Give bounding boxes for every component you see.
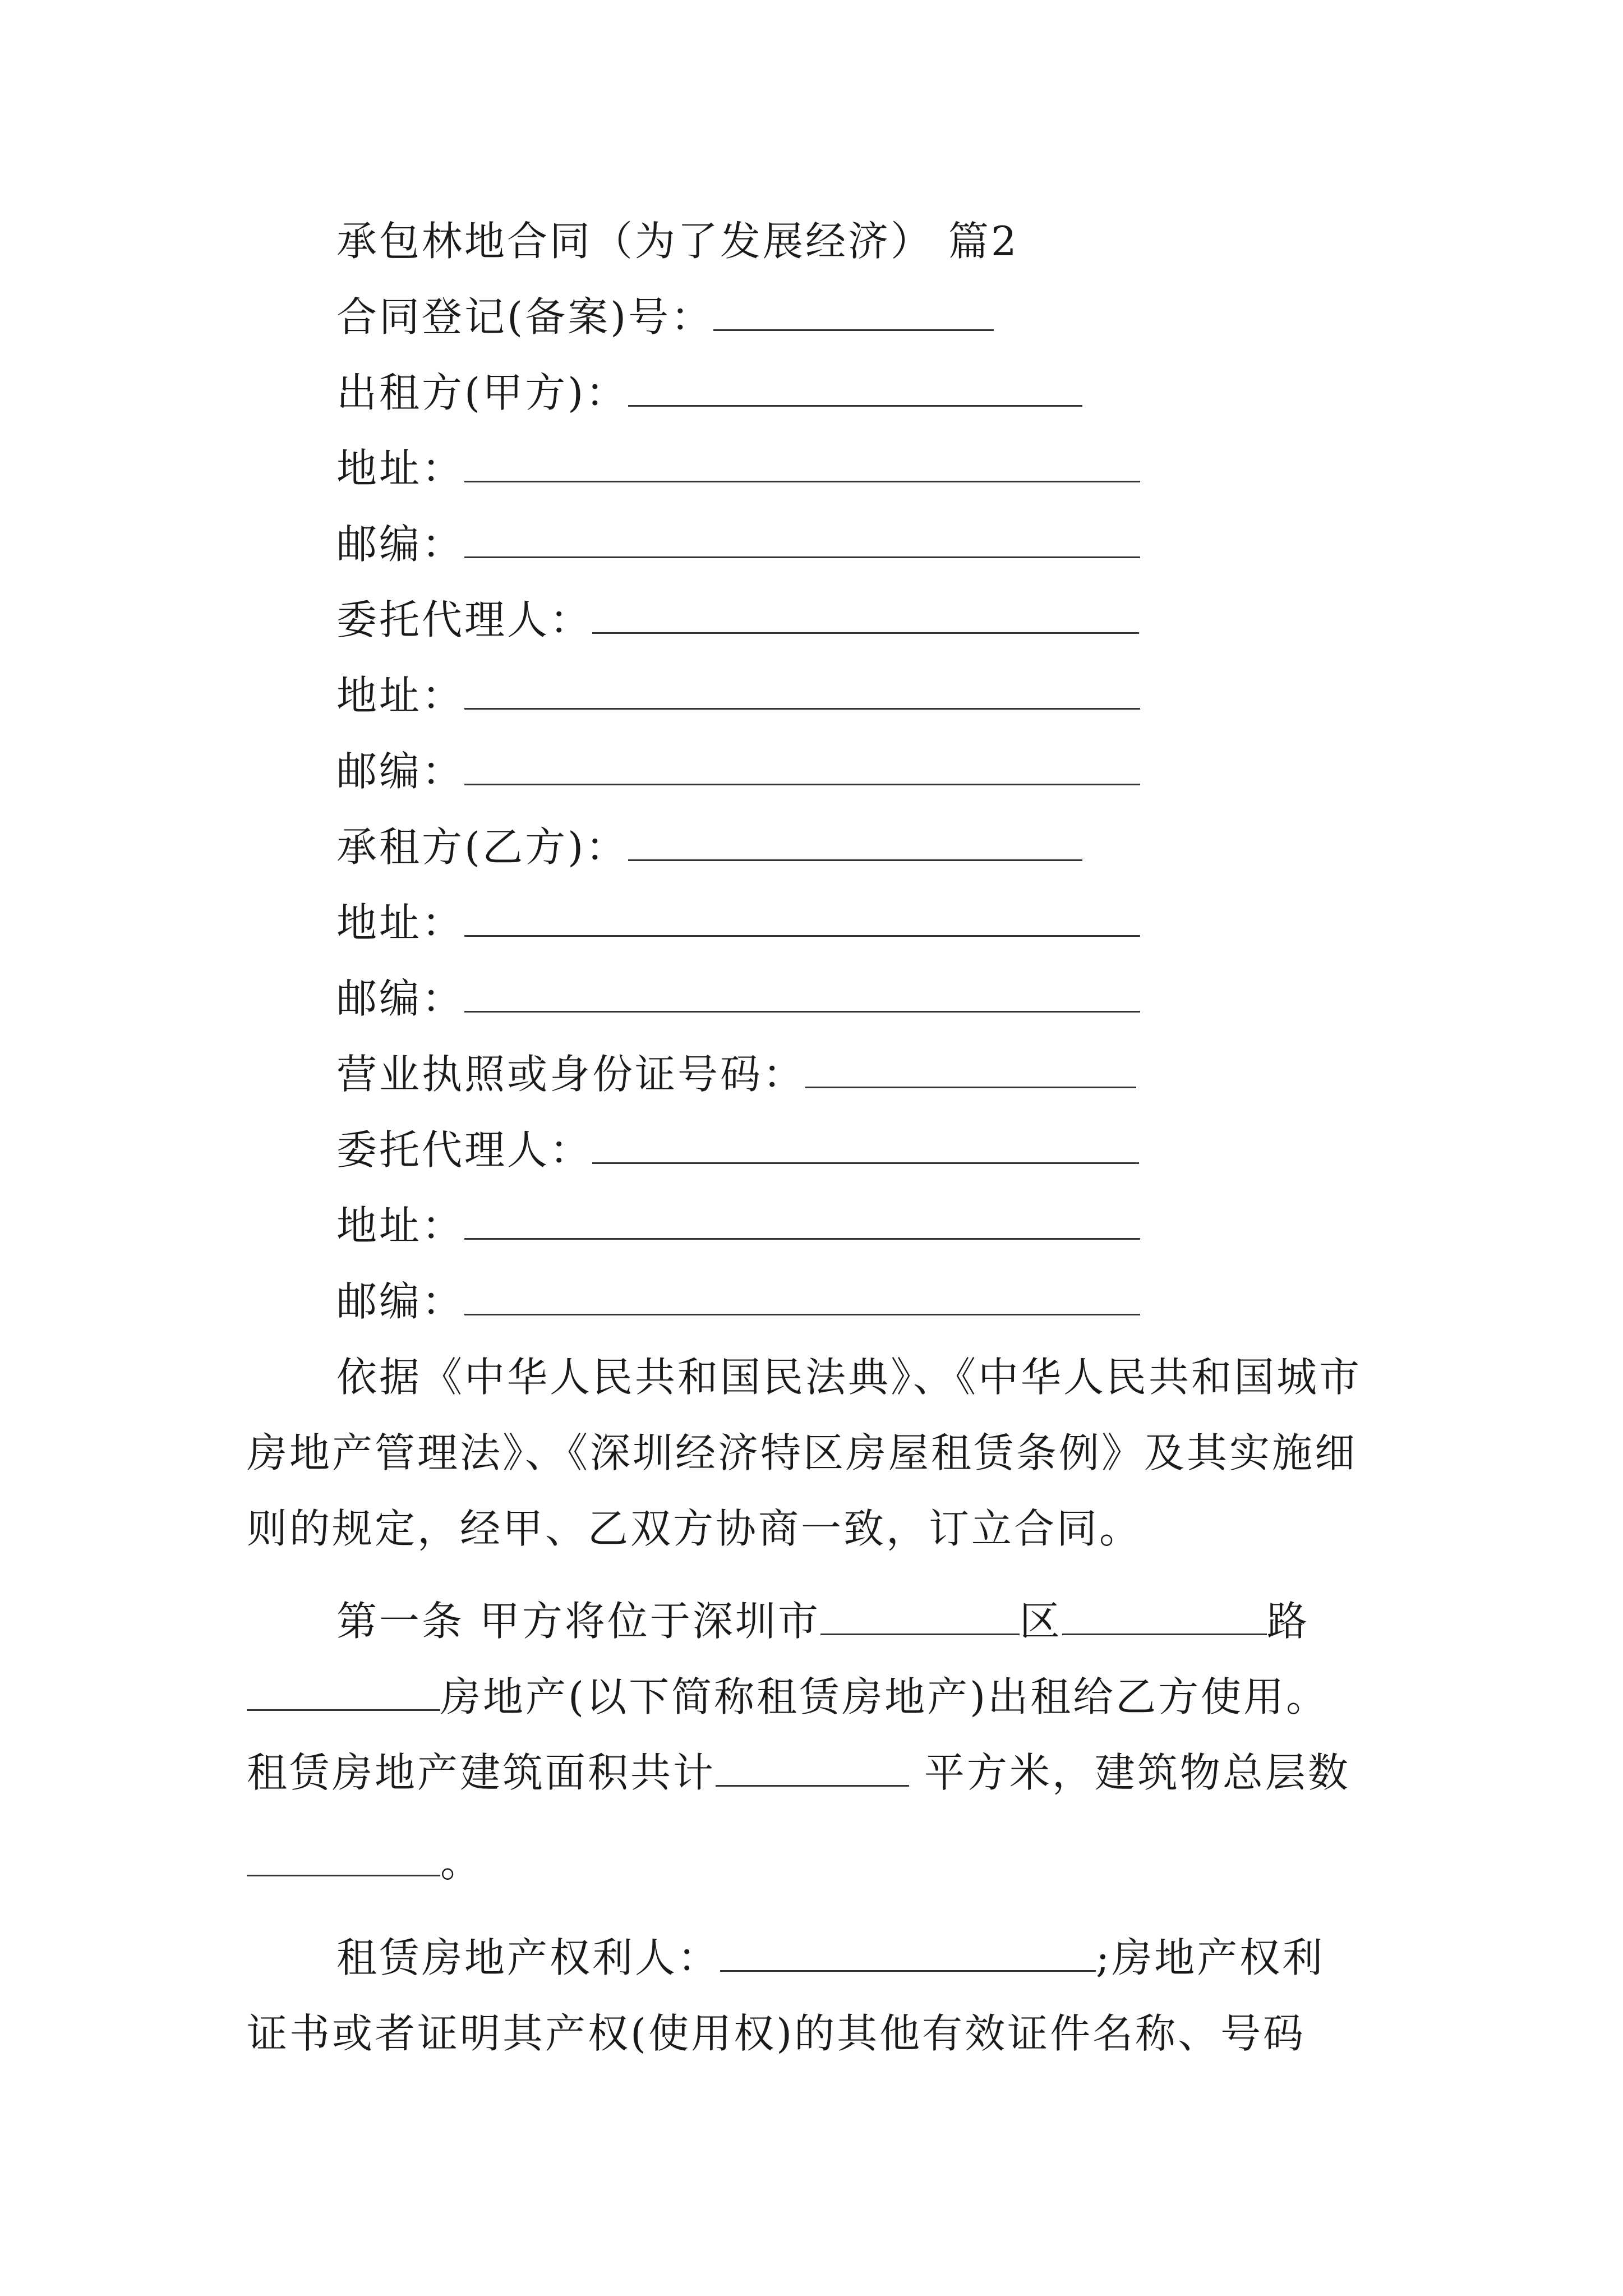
lessee-address-field (336, 895, 1140, 951)
basis-paragraph-line-2: 房地产管理法》、《深圳经济特区房屋租赁条例》及其实施细 (247, 1429, 1358, 1476)
basis-paragraph-line-1: 依据《中华人民共和国民法典》、《中华人民共和国城市 (336, 1354, 1362, 1401)
blank-line (247, 1841, 440, 1876)
blank-line (464, 523, 1140, 558)
blank-line (716, 1751, 909, 1787)
field-label: 委托代理人： (336, 596, 593, 643)
field-label: 出租方(甲方)： (336, 369, 629, 416)
field-label: 邮编： (336, 748, 465, 795)
blank-line (464, 674, 1140, 710)
lessee-agent-address-field (336, 1198, 1140, 1254)
blank-line (805, 1053, 1136, 1088)
field-label: 营业执照或身份证号码： (336, 1051, 806, 1098)
lessee-field (336, 819, 1082, 875)
blank-line (1062, 1600, 1267, 1635)
basis-paragraph-line-3: 则的规定，经甲、乙双方协商一致，订立合同。 (247, 1505, 1142, 1552)
blank-line (628, 826, 1082, 861)
lessee-agent-postcode-field (336, 1273, 1140, 1329)
lessor-agent-field (336, 592, 1139, 648)
blank-line (464, 750, 1140, 785)
blank-line (247, 1676, 440, 1711)
owner-paragraph-line-2: 证书或者证明其产权(使用权)的其他有效证件名称、号码 (247, 2010, 1306, 2057)
blank-line (464, 977, 1140, 1013)
field-label: 地址： (336, 672, 465, 719)
lessor-address-field (336, 440, 1140, 496)
registration-number-field (336, 289, 994, 345)
blank-line (464, 901, 1140, 937)
blank-line (592, 599, 1139, 634)
blank-line (592, 1129, 1139, 1164)
field-label: 委托代理人： (336, 1126, 593, 1174)
blank-line (628, 371, 1082, 407)
article-1-line-3: 租赁房地产建筑面积共计 平方米，建筑物总层数 (247, 1749, 1350, 1796)
lessor-agent-postcode-field (336, 743, 1140, 799)
blank-line (720, 1936, 1096, 1972)
owner-paragraph-line-1: 租赁房地产权利人： ;房地产权利 (336, 1934, 1325, 1981)
blank-line (464, 447, 1140, 482)
blank-line (464, 1280, 1140, 1315)
article-1-line-2: 房地产(以下简称租赁房地产)出租给乙方使用。 (247, 1669, 1329, 1725)
field-label: 地址： (336, 1202, 465, 1249)
field-label: 邮编： (336, 521, 465, 568)
field-label: 邮编： (336, 975, 465, 1022)
field-label: 邮编： (336, 1278, 465, 1325)
article-1-line-4: 。 (247, 1834, 483, 1890)
field-label: 承租方(乙方)： (336, 823, 629, 871)
field-label: 合同登记(备案)号： (336, 293, 714, 341)
lessee-agent-field (336, 1122, 1139, 1178)
field-label: 地址： (336, 899, 465, 946)
lessor-field (336, 365, 1082, 421)
blank-line (713, 296, 994, 331)
lessee-postcode-field (336, 970, 1140, 1027)
blank-line (464, 1204, 1140, 1240)
article-1-line-1: 第一条 甲方将位于深圳市 区 路 (336, 1598, 1310, 1645)
field-label: 地址： (336, 445, 465, 492)
lessor-postcode-field (336, 516, 1140, 572)
page-title: 承包林地合同（为了发展经济） 篇2 (336, 218, 1019, 265)
license-id-field (336, 1046, 1136, 1102)
blank-line (820, 1600, 1020, 1635)
lessor-agent-address-field (336, 668, 1140, 724)
